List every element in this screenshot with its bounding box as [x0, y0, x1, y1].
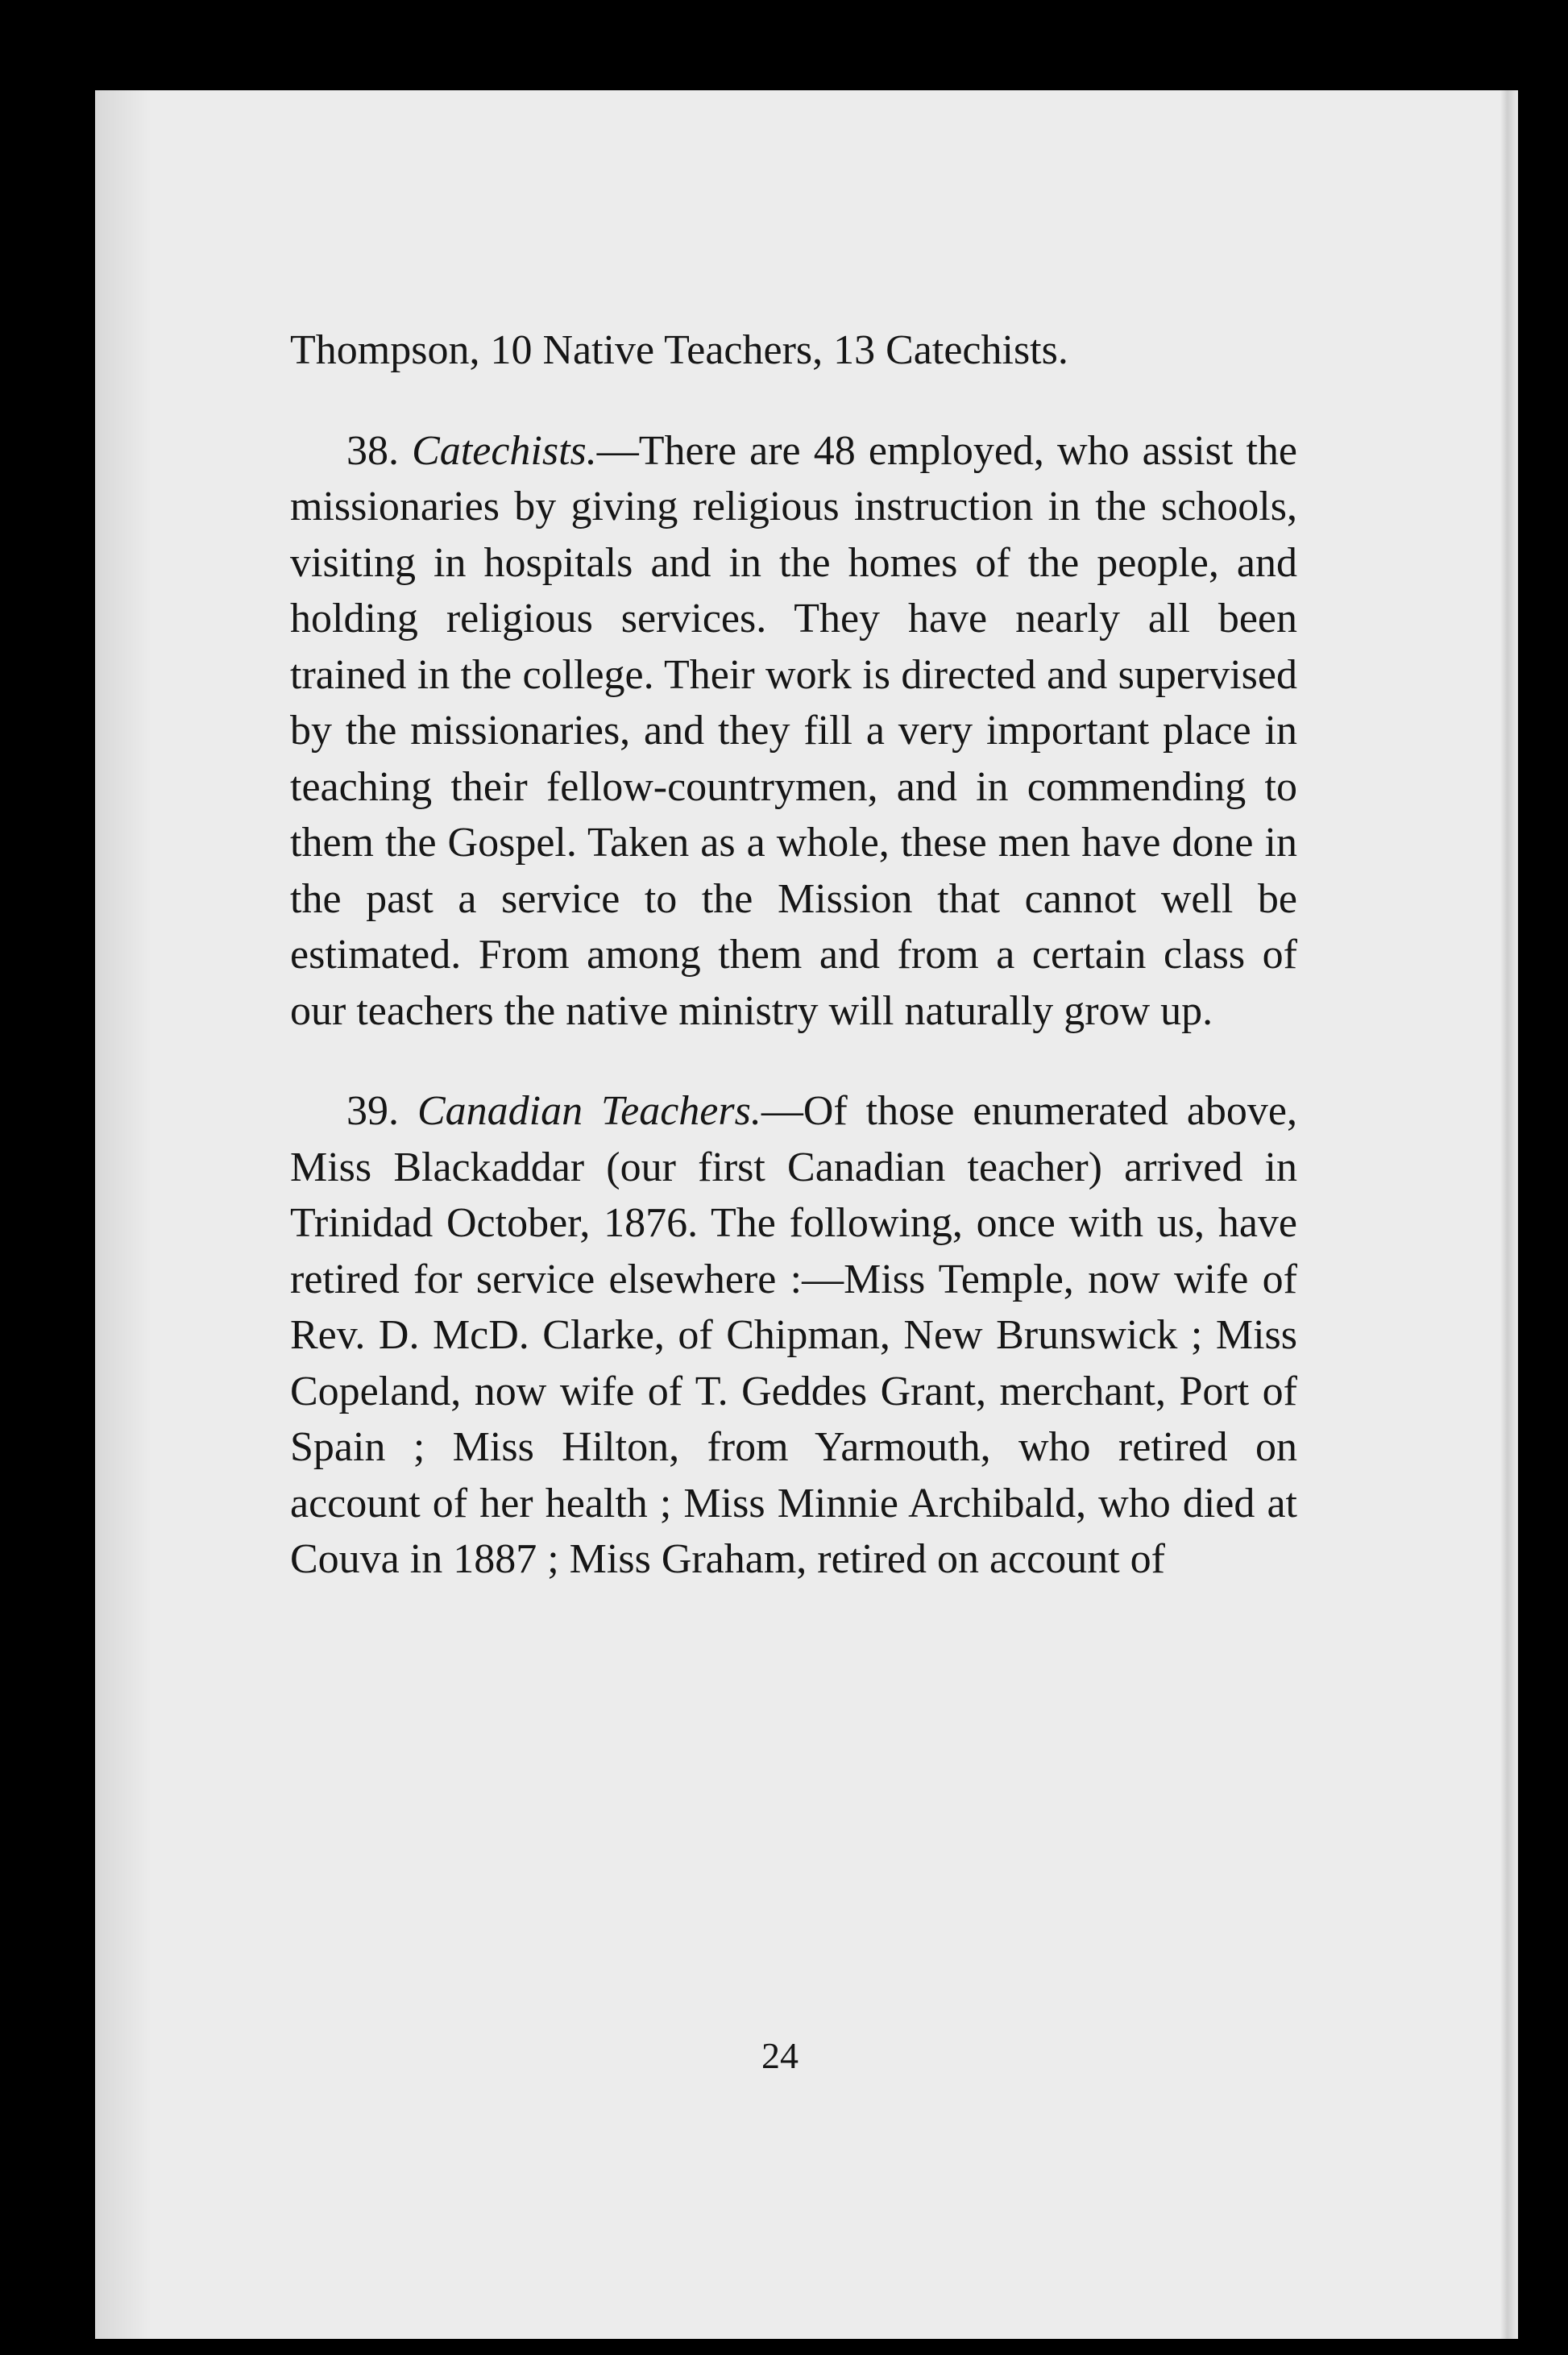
paragraph-number: 39. [346, 1088, 399, 1134]
paragraph-number: 38. [346, 427, 399, 474]
paragraph-text: There are 48 employed, who assist the missionaries by giving religious instruction in the schools, visiting in hospitals and in the homes of the people, and holding religious services. They have nearly all been trained in the college. Their work is directed and supervised by the missionaries, and they fill a very important place in teaching their fellow-countrymen, and in commending to them the Gospel. Taken as a whole, these men have done in the past a service to the Mission that cannot well be estimated. From among them and from a certain class of our teachers the native ministry will naturally grow up. [290, 427, 1298, 1034]
body-text [290, 322, 1297, 1588]
paragraph-heading: Catechists. [412, 427, 597, 474]
page-edge [1500, 90, 1518, 2339]
paragraph-39: 39. Canadian Teachers.—Of those enumerated above, Miss Blackaddar (our first Canadian teacher) arrived in Trinidad October, 1876. The following, once with us, have retired for service elsewhere :—Miss Temple, now wife of Rev. D. McD. Clarke, of Chipman, New Brunswick ; Miss Copeland, now wife of T. Geddes Grant, merchant, Port of Spain ; Miss Hilton, from Yarmouth, who retired on account of her health ; Miss Minnie Archibald, who died at Couva in 1887 ; Miss Graham, retired on account of [290, 1088, 1298, 1582]
book-spine-shadow [95, 90, 151, 2339]
page-number: 24 [761, 2035, 799, 2076]
paragraph-38: 38. Catechists.—There are 48 employed, who assist the missionaries by giving religious instruction in the schools, visiting in hospitals and in the homes of the people, and holding religious services. They have nearly all been trained in the college. Their work is directed and supervised by the missionaries, and they fill a very important place in teaching their fellow-countrymen, and in commending to them the Gospel. Taken as a whole, these men have done in the past a service to the Mission that cannot well be estimated. From among them and from a certain class of our teachers the native ministry will naturally grow up. [290, 427, 1298, 1034]
paragraph-continued [290, 322, 1297, 379]
paragraph-text: Of those enumerated above, Miss Blackaddar (our first Canadian teacher) arrived in Trinidad October, 1876. The following, once with us, have retired for service elsewhere :—Miss Temple, now wife of Rev. D. McD. Clarke, of Chipman, New Brunswick ; Miss Copeland, now wife of T. Geddes Grant, merchant, Port of Spain ; Miss Hilton, from Yarmouth, who retired on account of her health ; Miss Minnie Archibald, who died at Couva in 1887 ; Miss Graham, retired on account of [290, 1088, 1298, 1582]
paragraph-heading: Canadian Teachers. [417, 1088, 761, 1134]
paragraph-text: Thompson, 10 Native Teachers, 13 Catechists. [290, 327, 1068, 373]
